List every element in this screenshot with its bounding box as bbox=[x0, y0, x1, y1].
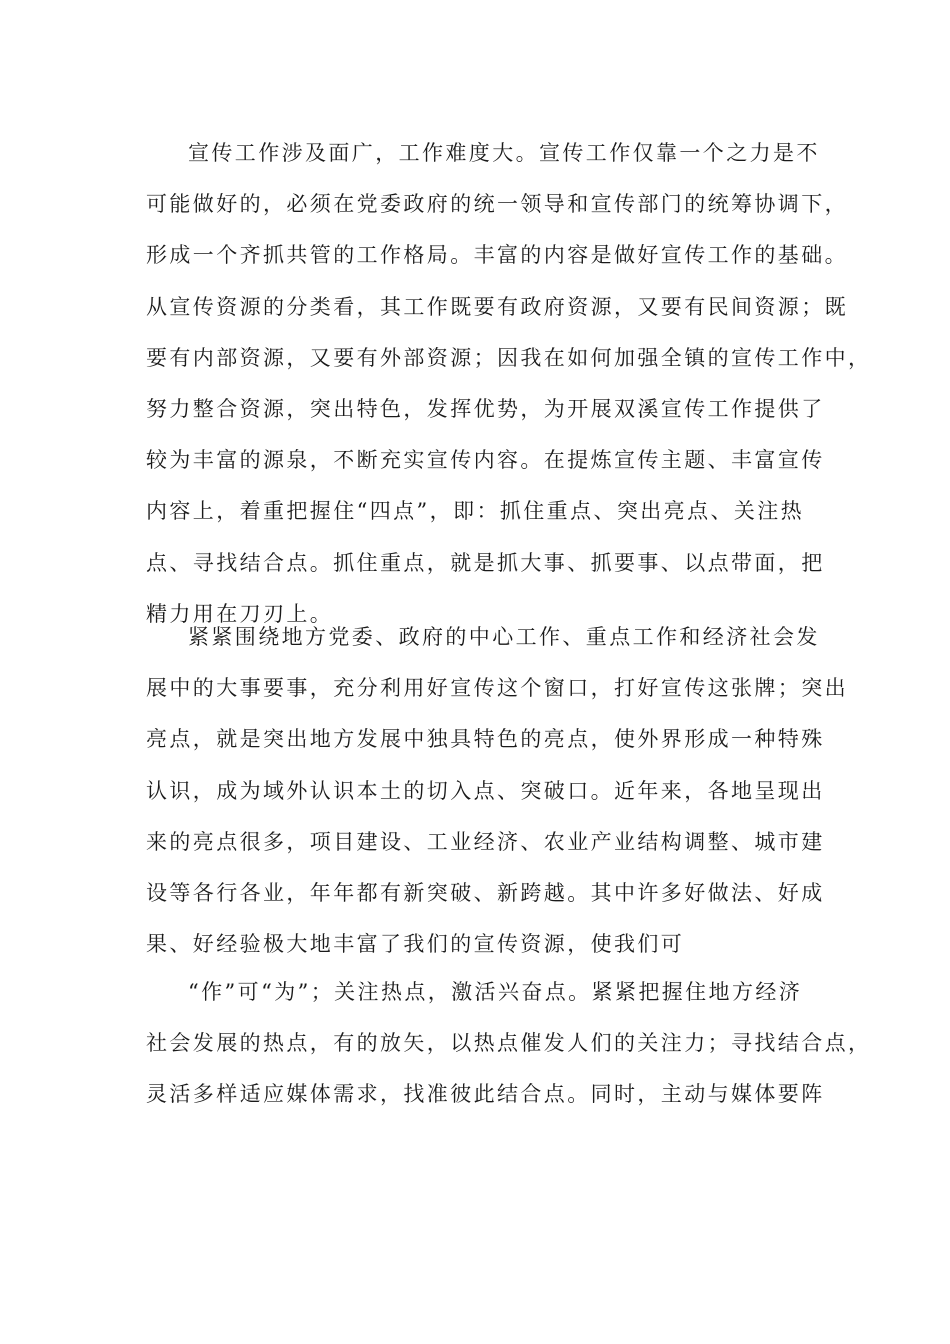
text-line: 果、好经验极大地丰富了我们的宣传资源，使我们可 bbox=[146, 932, 685, 957]
text-line: 精力用在刀刃上。 bbox=[146, 601, 334, 626]
text-line: 从宣传资源的分类看，其工作既要有政府资源，又要有民间资源；既 bbox=[146, 294, 848, 319]
paragraph-3 bbox=[146, 967, 872, 1121]
text-line: 内容上，着重把握住“四点”，即：抓住重点、突出亮点、关注热 bbox=[146, 499, 805, 524]
text-line: 要有内部资源，又要有外部资源；因我在如何加强全镇的宣传工作中， bbox=[146, 345, 872, 370]
text-line: “作”可“为”；关注热点，激活兴奋点。紧紧把握住地方经济 bbox=[188, 980, 803, 1004]
text-line: 来的亮点很多，项目建设、工业经济、农业产业结构调整、城市建 bbox=[146, 829, 825, 854]
text-line: 认识，成为域外认识本土的切入点、突破口。近年来，各地呈现出 bbox=[146, 778, 825, 803]
text-line: 宣传工作涉及面广，工作难度大。宣传工作仅靠一个之力是不 bbox=[188, 141, 820, 165]
text-line: 努力整合资源，突出特色，发挥优势，为开展双溪宣传工作提供了 bbox=[146, 396, 825, 421]
text-line: 可能做好的，必须在党委政府的统一领导和宣传部门的统筹协调下， bbox=[146, 192, 848, 217]
text-line: 社会发展的热点，有的放矢，以热点催发人们的关注力；寻找结合点， bbox=[146, 1031, 872, 1056]
text-line: 亮点，就是突出地方发展中独具特色的亮点，使外界形成一种特殊 bbox=[146, 727, 825, 752]
text-line: 展中的大事要事，充分利用好宣传这个窗口，打好宣传这张牌；突出 bbox=[146, 676, 848, 701]
text-line: 紧紧围绕地方党委、政府的中心工作、重点工作和经济社会发 bbox=[188, 625, 820, 649]
text-line: 形成一个齐抓共管的工作格局。丰富的内容是做好宣传工作的基础。 bbox=[146, 243, 848, 268]
text-line: 较为丰富的源泉，不断充实宣传内容。在提炼宣传主题、丰富宣传 bbox=[146, 448, 825, 473]
text-line: 点、寻找结合点。抓住重点，就是抓大事、抓要事、以点带面，把 bbox=[146, 550, 825, 575]
paragraph-1 bbox=[146, 128, 872, 640]
paragraph-2 bbox=[146, 612, 848, 970]
text-line: 灵活多样适应媒体需求，找准彼此结合点。同时，主动与媒体要阵 bbox=[146, 1082, 825, 1107]
text-line: 设等各行各业，年年都有新突破、新跨越。其中许多好做法、好成 bbox=[146, 880, 825, 905]
